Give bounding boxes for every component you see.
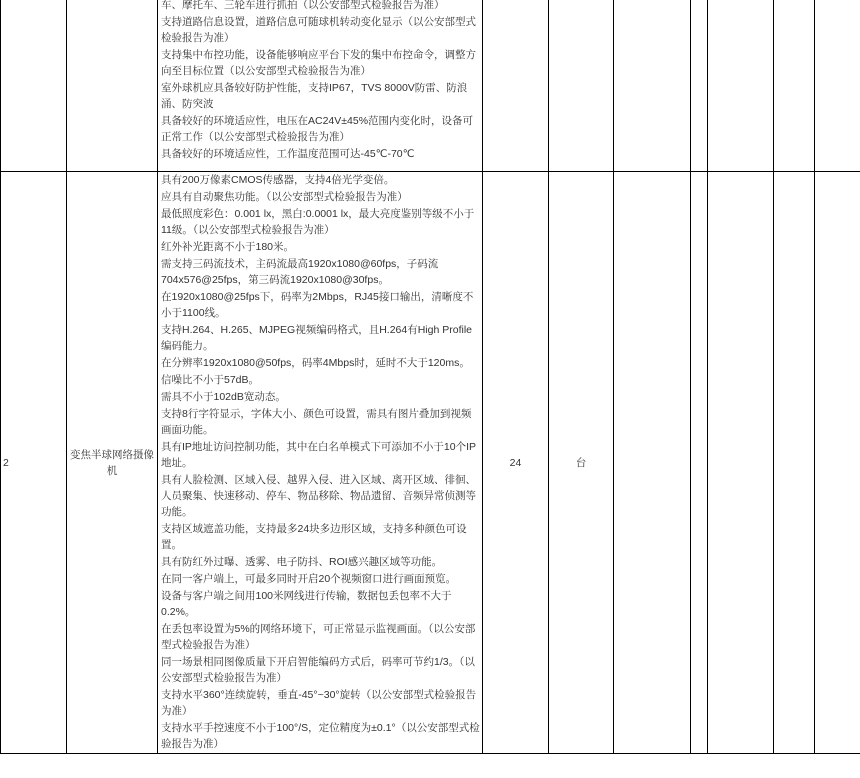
- spec-line: 支持区域遮盖功能，支持最多24块多边形区域，支持多种颜色可设置。: [161, 523, 467, 551]
- spec-line: 在丢包率设置为5%的网络环境下，可正常显示监视画面。（以公安部型式检验报告为准）: [161, 623, 476, 651]
- spec-line: 具有人脸检测、区域入侵、越界入侵、进入区域、离开区域、徘徊、人员聚集、快速移动、停车、物品移除、物品遗留、音频异常侦测等功能。: [161, 474, 476, 518]
- row-index-cell: 2: [1, 172, 67, 754]
- spec-line: 支持水平360°连续旋转，垂直-45°~30°旋转（以公安部型式检验报告为准）: [161, 689, 477, 717]
- spec-cell: [158, 172, 483, 754]
- spec-line: 应具有自动聚焦功能。（以公安部型式检验报告为准）: [161, 191, 408, 203]
- table-row: [1, 0, 860, 172]
- spec-line: 具有200万像素CMOS传感器，支持4倍光学变倍。: [161, 174, 395, 186]
- empty-cell: [774, 172, 815, 754]
- spec-line: 设备与客户端之间用100米网线进行传输，数据包丢包率不大于0.2%。: [161, 590, 452, 618]
- row-index-cell: [1, 0, 67, 172]
- empty-cell: [691, 0, 708, 172]
- quantity-cell: 24: [483, 172, 549, 754]
- empty-cell: [815, 172, 860, 754]
- spec-line: 支持集中布控功能，设备能够响应平台下发的集中布控命令，调整方向至目标位置（以公安部型式检验报告为准）: [161, 49, 476, 77]
- spec-cell: [158, 0, 483, 172]
- spec-line: 车、摩托车、三轮车进行抓拍（以公安部型式检验报告为准）: [161, 0, 445, 11]
- empty-cell: [614, 172, 691, 754]
- spec-line: 信噪比不小于57dB。: [161, 374, 260, 386]
- item-name-cell: [67, 0, 158, 172]
- quantity-cell: [483, 0, 549, 172]
- spec-line: 红外补光距离不小于180米。: [161, 241, 295, 253]
- spec-line: 需具不小于102dB宽动态。: [161, 391, 286, 403]
- spec-line: 室外球机应具备较好防护性能，支持IP67，TVS 8000V防雷、防浪涌、防突波: [161, 82, 468, 110]
- empty-cell: [614, 0, 691, 172]
- spec-line: 需支持三码流技术，主码流最高1920x1080@60fps，子码流704x576@25fps，第三码流1920x1080@30fps。: [161, 258, 439, 286]
- empty-cell: [774, 0, 815, 172]
- spec-line: 具有IP地址访问控制功能，其中在白名单模式下可添加不小于10个IP地址。: [161, 441, 477, 469]
- spec-line: 支持8行字符显示，字体大小、颜色可设置，需具有图片叠加到视频画面功能。: [161, 408, 472, 436]
- empty-cell: [708, 172, 774, 754]
- spec-line: 同一场景相同图像质量下开启智能编码方式后，码率可节约1/3。（以公安部型式检验报告为准）: [161, 656, 475, 684]
- spec-line: 在分辨率1920x1080@50fps，码率4Mbps时，延时不大于120ms。: [161, 357, 470, 369]
- spec-line: 支持H.264、H.265、MJPEG视频编码格式，且H.264有High Profile编码能力。: [161, 324, 473, 352]
- empty-cell: [815, 0, 860, 172]
- empty-cell: [708, 0, 774, 172]
- empty-cell: [691, 172, 708, 754]
- spec-line: 具备较好的环境适应性，电压在AC24V±45%范围内变化时，设备可正常工作（以公安部型式检验报告为准）: [161, 115, 474, 143]
- spec-line: 支持水平手控速度不小于100°/S，定位精度为±0.1°（以公安部型式检验报告为准）: [161, 722, 480, 750]
- spec-line: 具有防红外过曝、透雾、电子防抖、ROI感兴趣区域等功能。: [161, 556, 443, 568]
- item-name-cell: 变焦半球网络摄像机: [67, 172, 158, 754]
- spec-line: 具备较好的环境适应性，工作温度范围可达-45℃-70℃: [161, 148, 415, 160]
- table-row: [1, 172, 860, 754]
- unit-cell: [549, 0, 614, 172]
- spec-line: 支持道路信息设置，道路信息可随球机转动变化显示（以公安部型式检验报告为准）: [161, 16, 476, 44]
- spec-line: 最低照度彩色：0.001 lx，黑白:0.0001 lx，最大亮度鉴别等级不小于11级。（以公安部型式检验报告为准）: [161, 208, 475, 236]
- spec-line: 在同一客户端上，可最多同时开启20个视频窗口进行画面预览。: [161, 573, 457, 585]
- spec-line: 在1920x1080@25fps下，码率为2Mbps，RJ45接口输出，清晰度不小于1100线。: [161, 291, 474, 319]
- unit-cell: 台: [549, 172, 614, 754]
